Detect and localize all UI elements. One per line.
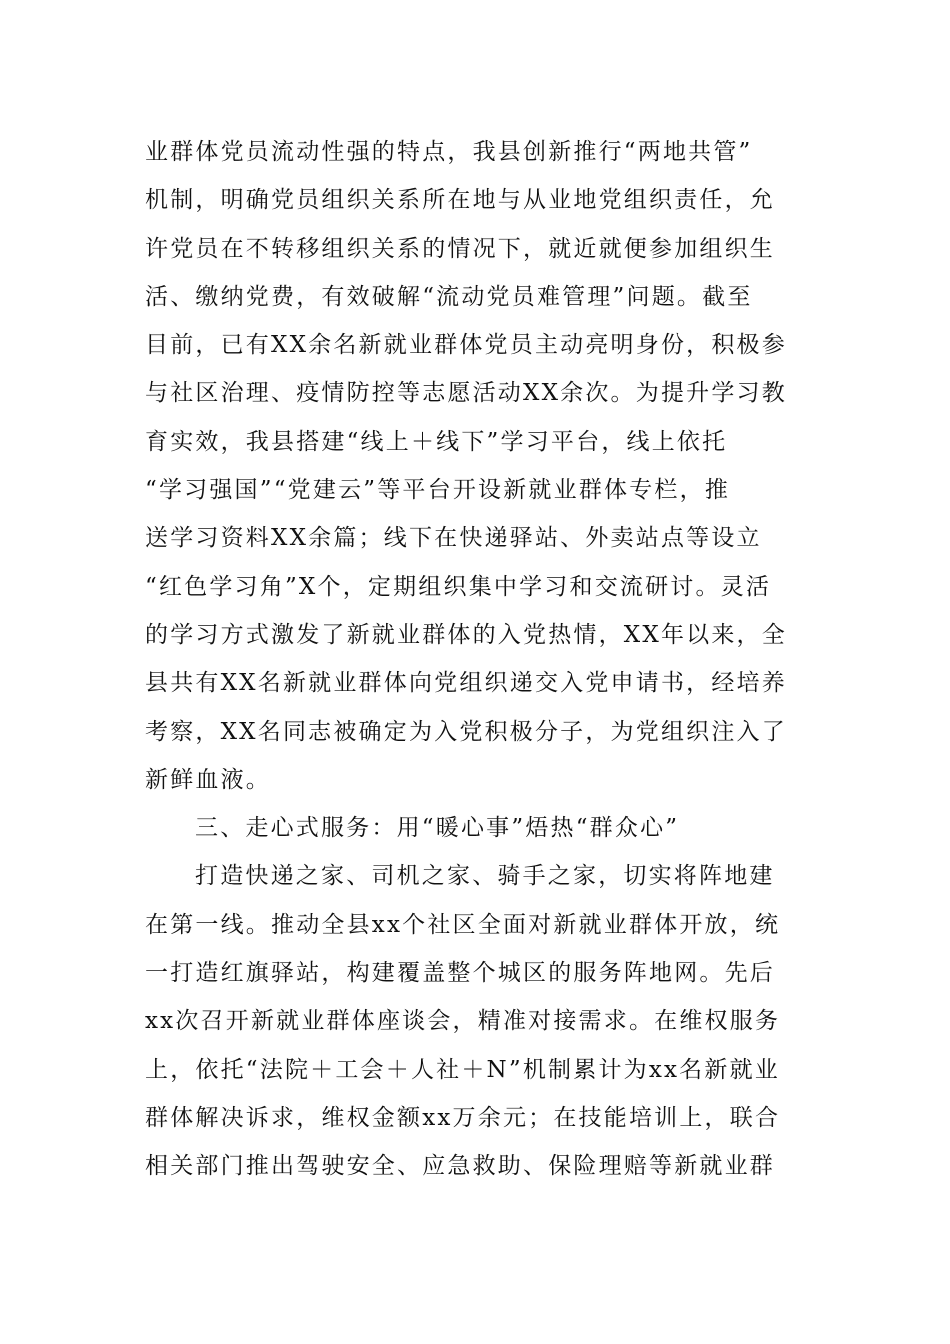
paragraph-1-line: 活、缴纳党费，有效破解“流动党员难管理”问题。截至: [145, 283, 753, 310]
paragraph-1-line: 送学习资料XX余篇；线下在快递驿站、外卖站点等设立: [145, 525, 762, 552]
paragraph-2-line: xx次召开新就业群体座谈会，精准对接需求。在维权服务: [145, 1008, 781, 1035]
paragraph-1-line: 考察，XX名同志被确定为入党积极分子，为党组织注入了: [145, 718, 787, 745]
paragraph-1-line: 目前，已有XX余名新就业群体党员主动亮明身份，积极参: [145, 332, 787, 359]
paragraph-1-line: 县共有XX名新就业群体向党组织递交入党申请书，经培养: [145, 670, 787, 697]
paragraph-2-line: 在第一线。推动全县xx个社区全面对新就业群体开放，统: [145, 911, 781, 938]
paragraph-2-line: 一打造红旗驿站，构建覆盖整个城区的服务阵地网。先后: [145, 960, 775, 987]
paragraph-1-line: 新鲜血液。: [145, 766, 271, 793]
paragraph-1-line: 许党员在不转移组织关系的情况下，就近就便参加组织生: [145, 235, 775, 262]
section-heading: 三、走心式服务：用“暖心事”焐热“群众心”: [195, 815, 680, 842]
paragraph-2-line: 打造快递之家、司机之家、骑手之家，切实将阵地建: [195, 863, 775, 890]
paragraph-1-line: 的学习方式激发了新就业群体的入党热情，XX年以来，全: [145, 621, 787, 648]
paragraph-1-line: 机制，明确党员组织关系所在地与从业地党组织责任，允: [145, 187, 775, 214]
paragraph-1-line: 与社区治理、疫情防控等志愿活动XX余次。为提升学习教: [145, 380, 787, 407]
document-body: [145, 128, 805, 1191]
paragraph-1-line: “学习强国”“党建云”等平台开设新就业群体专栏，推: [145, 477, 731, 504]
paragraph-1-line: 业群体党员流动性强的特点，我县创新推行“两地共管”: [145, 139, 753, 165]
paragraph-2-line: 上，依托“法院＋工会＋人社＋N”机制累计为xx名新就业: [145, 1056, 780, 1083]
paragraph-2-line: 群体解决诉求，维权金额xx万余元；在技能培训上，联合: [145, 1104, 781, 1131]
paragraph-1-line: 育实效，我县搭建“线上＋线下”学习平台，线上依托: [145, 428, 728, 455]
paragraph-2-line: 相关部门推出驾驶安全、应急救助、保险理赔等新就业群: [145, 1153, 775, 1180]
paragraph-1-line: “红色学习角”X个，定期组织集中学习和交流研讨。灵活: [145, 573, 772, 600]
